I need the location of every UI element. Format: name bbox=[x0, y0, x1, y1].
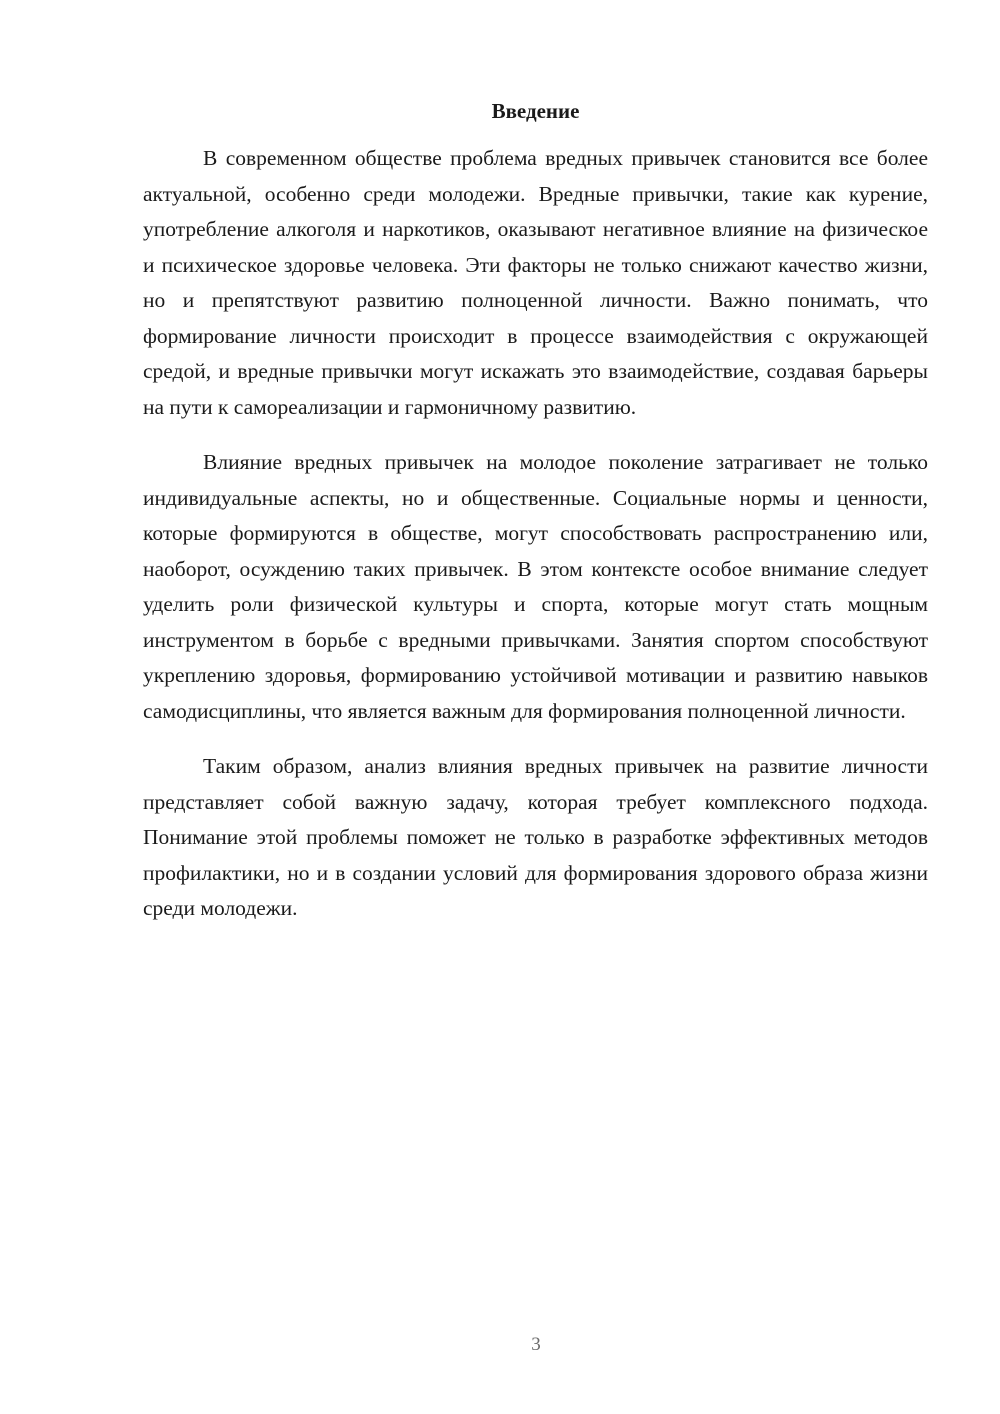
page-number: 3 bbox=[531, 1334, 541, 1355]
body-text bbox=[143, 141, 928, 947]
section-heading: Введение bbox=[491, 99, 580, 123]
paragraph-1: В современном обществе проблема вредных привычек становится все более актуальной, особенно среди молодежи. Вредные привычки, такие как курение, употребление алкоголя и наркотиков, оказывают негативное влияние на физическое и психическое здоровье человека. Эти факторы не только снижают качество жизни, но и препятствуют развитию полноценной личности. Важно понимать, что формирование личности происходит в процессе взаимодействия с окружающей средой, и вредные привычки могут искажать это взаимодействие, создавая барьеры на пути к самореализации и гармоничному развитию. bbox=[143, 146, 928, 419]
paragraph-3: Таким образом, анализ влияния вредных привычек на развитие личности представляет собой важную задачу, которая требует комплексного подхода. Понимание этой проблемы поможет не только в разработке эффективных методов профилактики, но и в создании условий для формирования здорового образа жизни среди молодежи. bbox=[143, 754, 928, 920]
paragraph-2: Влияние вредных привычек на молодое поколение затрагивает не только индивидуальные аспекты, но и общественные. Социальные нормы и ценности, которые формируются в обществе, могут способствовать распространению или, наоборот, осуждению таких привычек. В этом контексте особое внимание следует уделить роли физической культуры и спорта, которые могут стать мощным инструментом в борьбе с вредными привычками. Занятия спортом способствуют укреплению здоровья, формированию устойчивой мотивации и развитию навыков самодисциплины, что является важным для формирования полноценной личности. bbox=[143, 450, 928, 723]
